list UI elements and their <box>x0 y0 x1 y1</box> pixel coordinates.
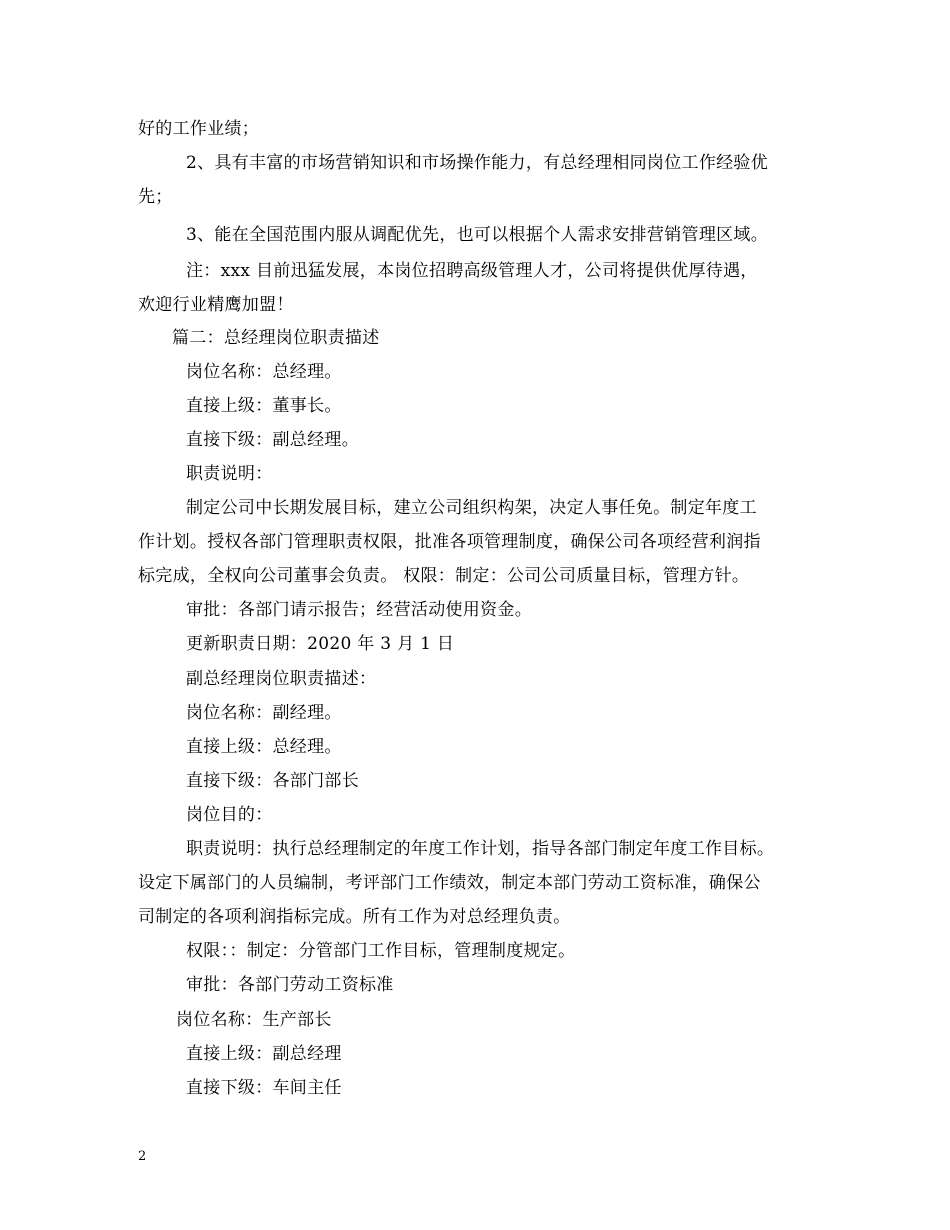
text-line: 直接上级：总经理。 <box>186 737 342 757</box>
text-line: 作计划。授权各部门管理职责权限，批准各项管理制度，确保公司各项经营利润指 <box>138 532 761 552</box>
text-line: 好的工作业绩； <box>138 119 260 139</box>
text-line: 直接下级：副总经理。 <box>186 430 359 450</box>
text-line: 3、能在全国范围内服从调配优先，也可以根据个人需求安排营销管理区域。 <box>186 225 769 245</box>
text-line: 直接上级：董事长。 <box>186 396 342 416</box>
text-line: 审批：各部门请示报告；经营活动使用资金。 <box>186 600 532 620</box>
text-line: 岗位名称：总经理。 <box>186 362 342 382</box>
page-number: 2 <box>138 1149 147 1164</box>
text-line: 先； <box>138 187 173 207</box>
text-line: 权限：：制定：分管部门工作目标，管理制度规定。 <box>186 941 576 961</box>
text-line: 设定下属部门的人员编制，考评部门工作绩效，制定本部门劳动工资标准，确保公 <box>138 873 761 893</box>
text-line: 岗位名称：副经理。 <box>186 703 342 723</box>
text-line: 2、具有丰富的市场营销知识和市场操作能力，有总经理相同岗位工作经验优 <box>186 153 769 173</box>
text-line: 岗位目的： <box>186 805 273 825</box>
text-line: 职责说明： <box>186 464 273 484</box>
text-line: 直接下级：车间主任 <box>186 1078 342 1098</box>
text-line: 直接下级：各部门部长 <box>186 771 359 791</box>
section-heading: 篇二：总经理岗位职责描述 <box>172 328 380 348</box>
text-line: 职责说明：执行总经理制定的年度工作计划，指导各部门制定年度工作目标。 <box>186 839 775 859</box>
section-heading: 副总经理岗位职责描述： <box>186 669 377 689</box>
text-line: 司制定的各项利润指标完成。所有工作为对总经理负责。 <box>138 907 571 927</box>
text-line: 欢迎行业精鹰加盟！ <box>138 295 294 315</box>
text-line: 更新职责日期：2020 年 3 月 1 日 <box>186 634 455 654</box>
text-line: 注：xxx 目前迅猛发展，本岗位招聘高级管理人才，公司将提供优厚待遇， <box>186 261 758 281</box>
text-line: 制定公司中长期发展目标，建立公司组织构架，决定人事任免。制定年度工 <box>186 498 757 518</box>
text-line: 标完成，全权向公司董事会负责。 权限：制定：公司公司质量目标，管理方针。 <box>138 566 750 586</box>
text-line: 审批：各部门劳动工资标准 <box>186 975 394 995</box>
text-line: 岗位名称：生产部长 <box>176 1010 332 1030</box>
text-line: 直接上级：副总经理 <box>186 1044 342 1064</box>
